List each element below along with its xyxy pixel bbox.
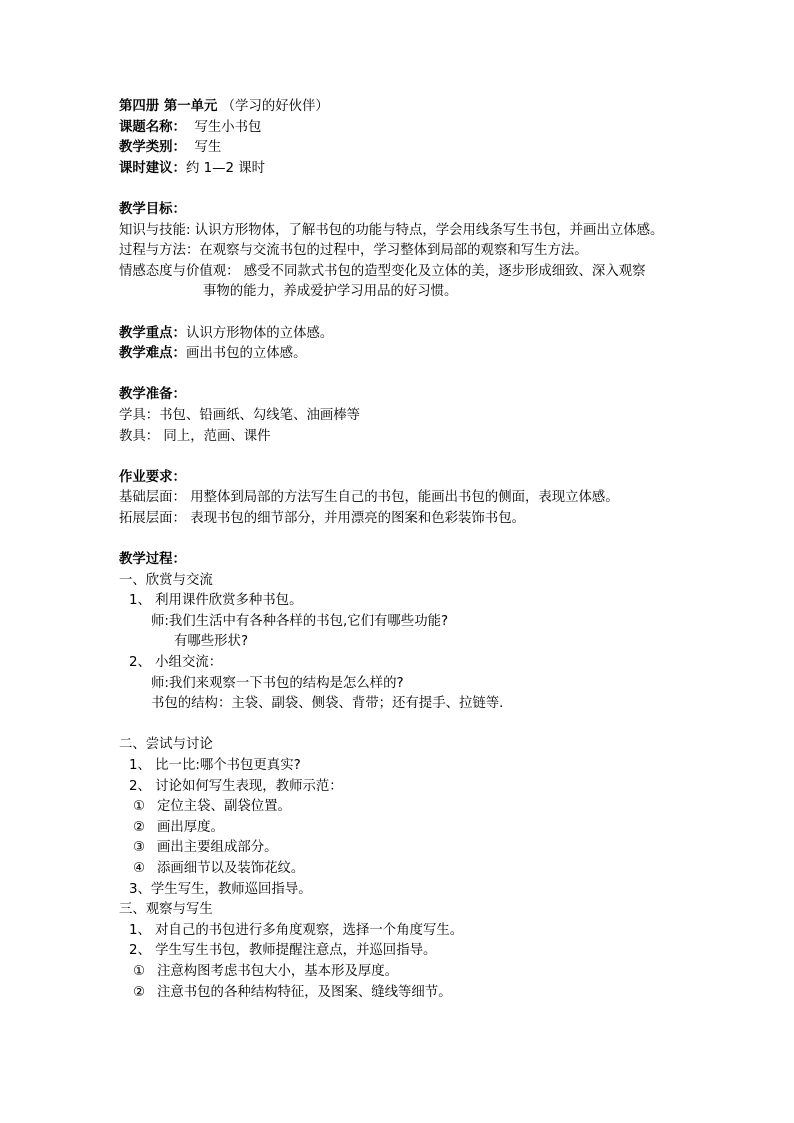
preparation-heading [119, 385, 694, 406]
difficulty-value: 画出书包的立体感。 [185, 346, 307, 362]
section-3-step [119, 962, 694, 983]
section-3-item-1: 1、 对自己的书包进行多角度观察，选择一个角度写生。 [129, 922, 464, 938]
unit-subtitle: （学习的好伙伴） [221, 99, 329, 114]
section-2-step [119, 859, 694, 880]
lesson-plan [119, 97, 694, 1003]
section-1-question-1: 师:我们生活中有各种各样的书包,它们有哪些功能? [151, 613, 449, 629]
section-2-item-2: 2、 讨论如何写生表现，教师示范： [129, 778, 343, 794]
difficulty-label: 教学难点： [119, 346, 186, 362]
focus-label: 教学重点： [119, 325, 186, 341]
topic-value: 写生小书包 [194, 119, 262, 135]
section-1-item-2: 2、 小组交流： [129, 655, 223, 671]
unit-title-line [119, 97, 694, 118]
step-number: ② [133, 819, 146, 835]
section-2-step [119, 838, 694, 859]
section-2-item-1: 1、 比一比:哪个书包更真实? [129, 758, 301, 773]
section-1-question-3: 师:我们来观察一下书包的结构是怎么样的? [151, 675, 404, 691]
objective-emotion-cont: 事物的能力，养成爱护学习用品的好习惯。 [203, 284, 458, 300]
step-text: 添画细节以及装饰花纹。 [157, 860, 305, 876]
section-2-title: 二、尝试与讨论 [119, 737, 213, 753]
hours-value: 约 1—2 课时 [185, 160, 266, 176]
step-text: 注意书包的各种结构特征，及图案、缝线等细节。 [157, 984, 452, 1000]
preparation-teacher: 教具： 同上，范画、课件 [119, 428, 271, 444]
homework-extended: 拓展层面： 表现书包的细节部分，并用漂亮的图案和色彩装饰书包。 [119, 510, 525, 526]
focus-value: 认识方形物体的立体感。 [185, 325, 334, 341]
step-number: ① [133, 799, 146, 815]
homework-heading-text: 作业要求： [119, 469, 186, 485]
preparation-heading-text: 教学准备： [119, 387, 186, 403]
section-1-item-1: 1、 利用课件欣赏多种书包。 [129, 593, 303, 609]
objectives-heading [119, 200, 694, 221]
step-text: 定位主袋、副袋位置。 [157, 799, 291, 815]
objective-knowledge: 知识与技能: 认识方形物体，了解书包的功能与特点，学会用线条写生书包，并画出立体感。 [119, 222, 664, 238]
section-3-step [119, 983, 694, 1004]
section-1-answer: 书包的结构：主袋、副袋、侧袋、背带；还有提手、拉链等. [151, 696, 504, 712]
hours-label: 课时建议： [119, 160, 186, 176]
hours-line [119, 159, 694, 180]
step-text: 画出主要组成部分。 [157, 840, 278, 856]
section-2-step [119, 818, 694, 839]
preparation-students: 学具：书包、铅画纸、勾线笔、油画棒等 [119, 407, 361, 423]
step-number: ① [133, 963, 146, 979]
objective-process: 过程与方法：在观察与交流书包的过程中，学习整体到局部的观察和写生方法。 [119, 243, 588, 259]
process-heading-text: 教学过程： [119, 552, 186, 568]
step-text: 画出厚度。 [157, 819, 224, 835]
type-line [119, 138, 694, 159]
section-3-item-2: 2、 学生写生书包，教师提醒注意点，并巡回指导。 [129, 943, 437, 959]
topic-label: 课题名称： [119, 119, 186, 135]
step-number: ④ [133, 860, 146, 876]
section-3-title: 三、观察与写生 [119, 902, 213, 918]
type-value: 写生 [194, 140, 222, 156]
process-heading [119, 550, 694, 571]
homework-basic: 基础层面： 用整体到局部的方法写生自己的书包，能画出书包的侧面，表现立体感。 [119, 490, 619, 506]
topic-line [119, 118, 694, 139]
section-2-item-3: 3、学生写生，教师巡回指导。 [129, 881, 312, 897]
step-number: ② [133, 984, 146, 1000]
section-2-step [119, 797, 694, 818]
objectives-heading-text: 教学目标： [119, 201, 186, 217]
section-1-title: 一、欣赏与交流 [119, 572, 213, 588]
focus-line [119, 324, 694, 345]
step-number: ③ [133, 840, 146, 856]
step-text: 注意构图考虑书包大小，基本形及厚度。 [157, 963, 399, 979]
objective-emotion: 情感态度与价值观： 感受不同款式书包的造型变化及立体的美，逐步形成细致、深入观察 [119, 263, 646, 279]
unit-title: 第四册 第一单元 [119, 99, 218, 114]
type-label: 教学类别： [119, 140, 186, 156]
section-1-question-2: 有哪些形状? [174, 634, 249, 650]
difficulty-line [119, 344, 694, 365]
homework-heading [119, 468, 694, 489]
